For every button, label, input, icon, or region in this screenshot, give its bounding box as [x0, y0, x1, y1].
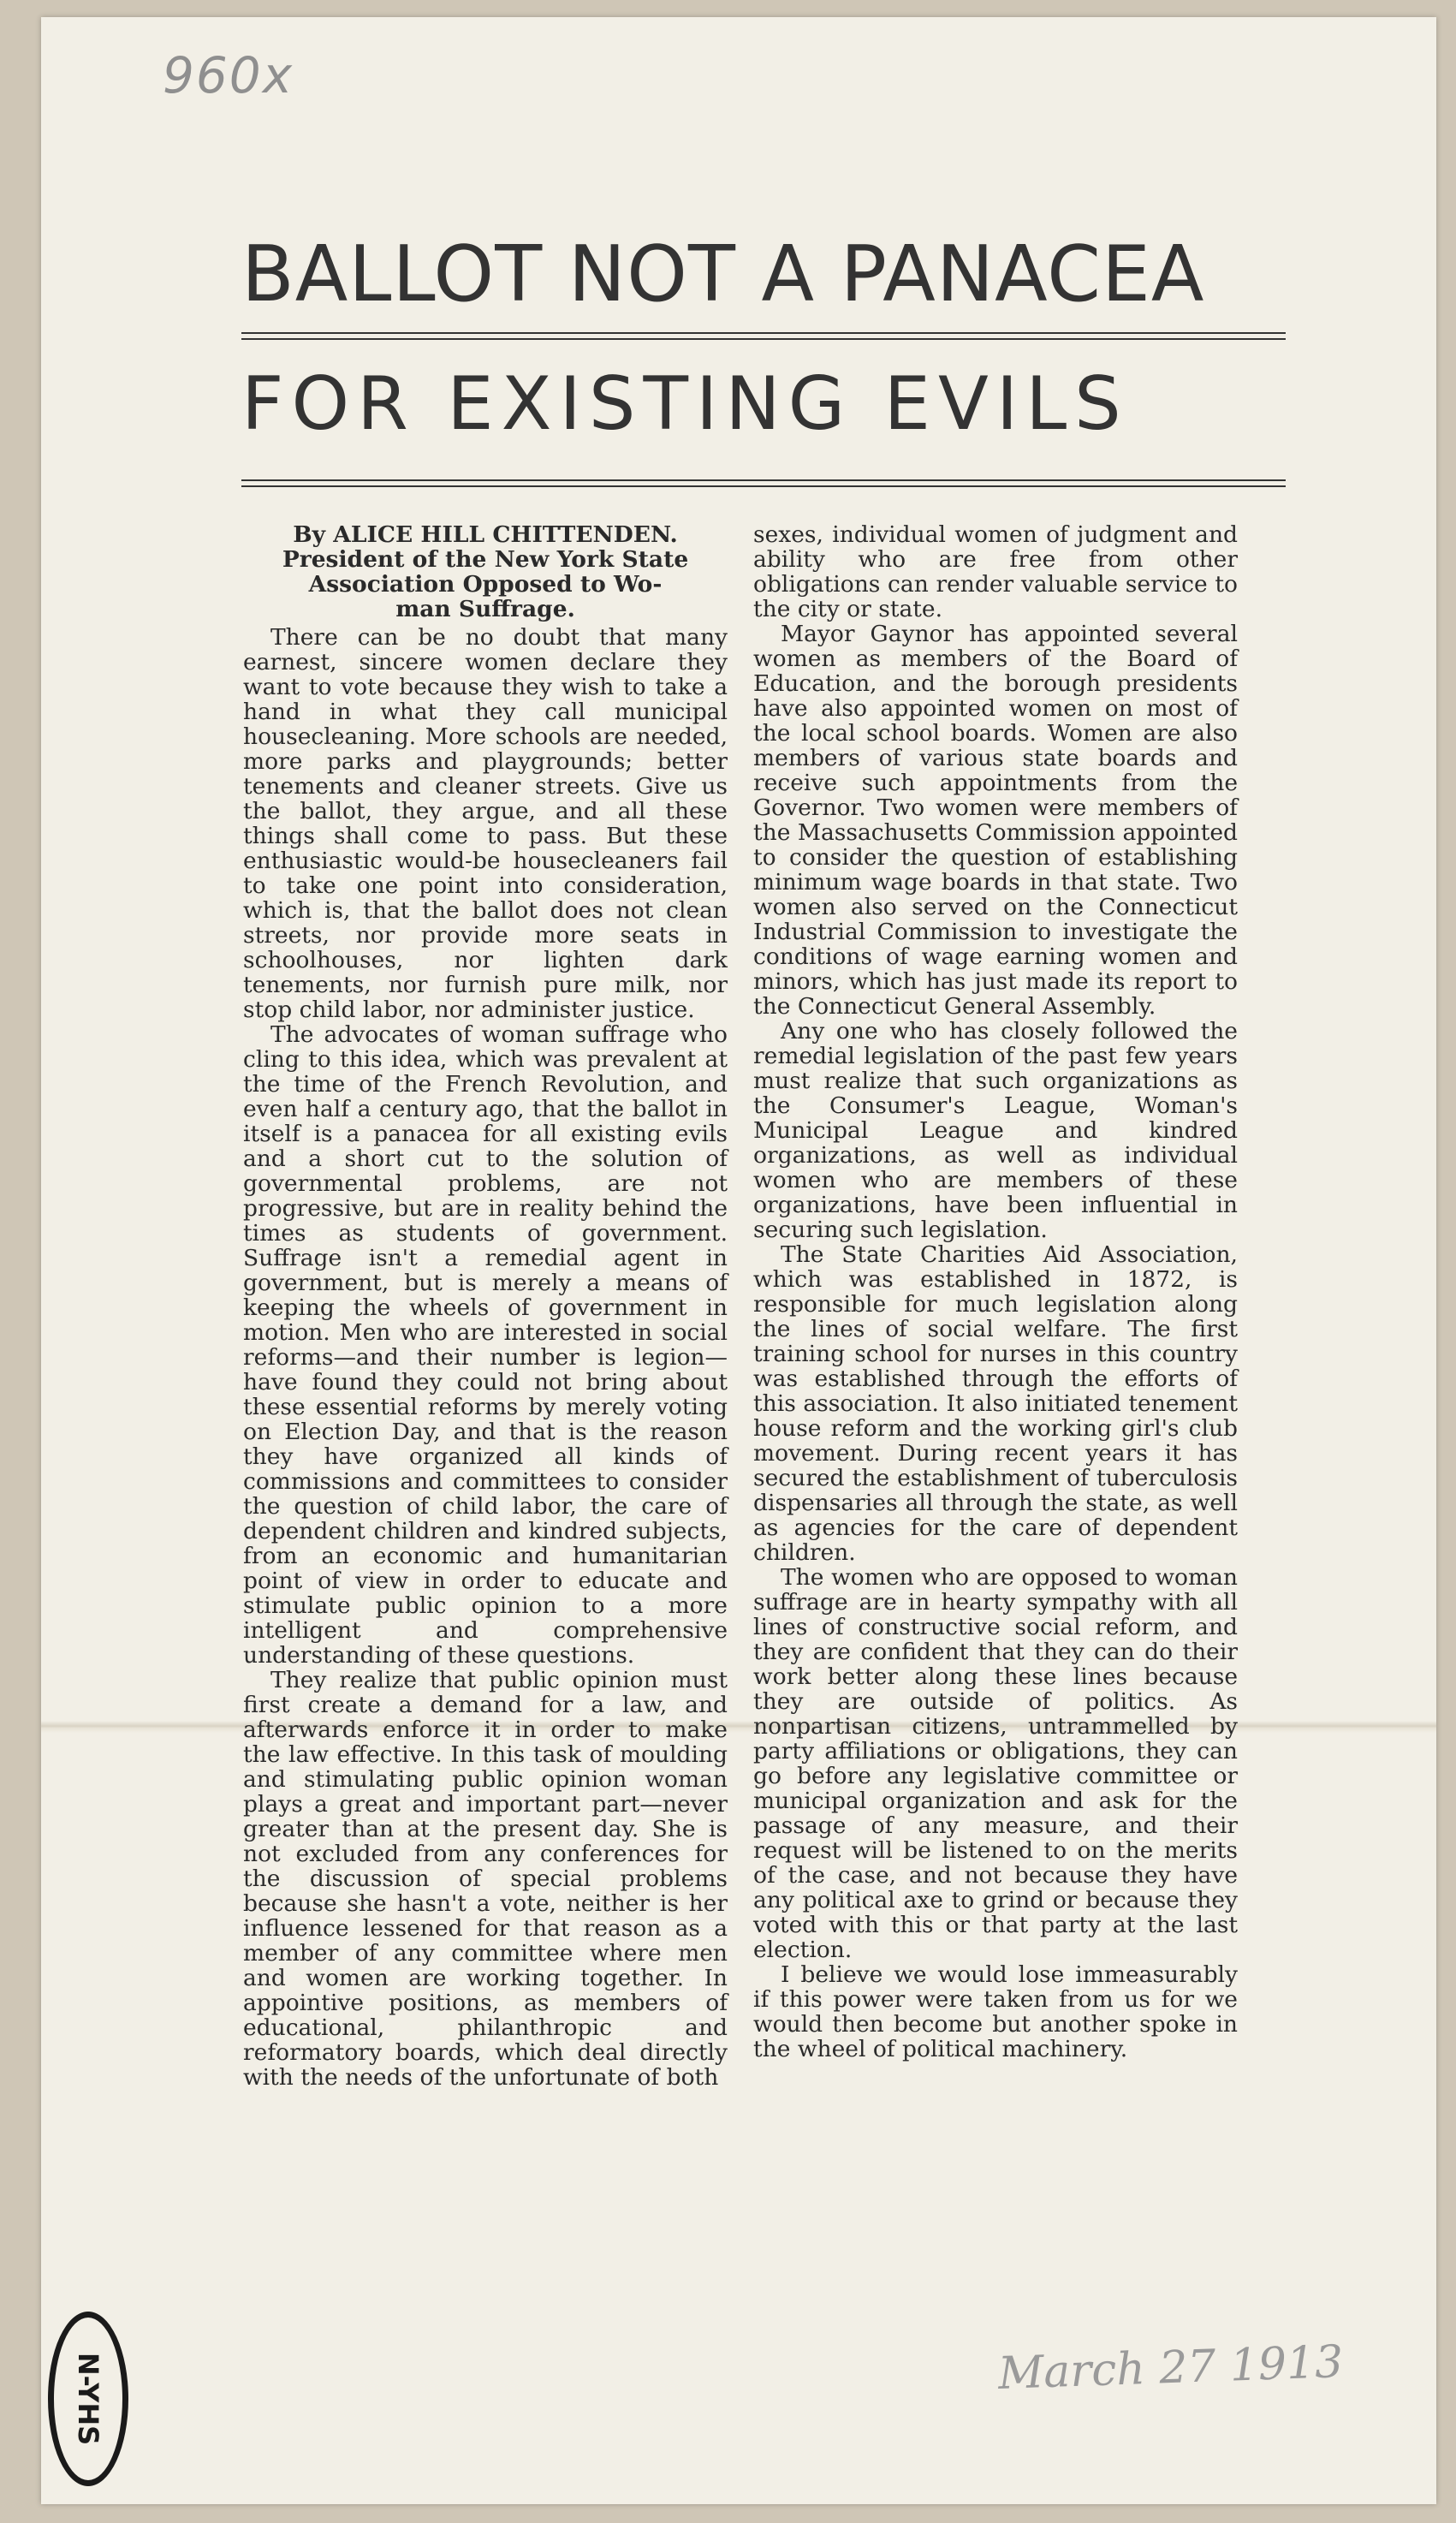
- byline-title-line: President of the New York State: [282, 546, 689, 573]
- paragraph: There can be no doubt that many earnest, sincere women declare they want to vote because they wish to take a hand in what they call municipal housecleaning. More schools are needed, more parks and playgrounds; better tenements and cleaner streets. Give us the ballot, they argue, and all these things shall come to pass. But these enthusiastic would-be housecleaners fail to take one point into consideration, which is, that the ballot does not clean streets, nor provide more seats in schoolhouses, nor lighten dark tenements, nor furnish pure milk, nor stop child labor, nor administer justice.: [243, 624, 728, 1023]
- handwritten-date: March 27 1913: [997, 2336, 1345, 2401]
- headline-line-1: BALLOT NOT A PANACEA: [241, 229, 1205, 319]
- headline-line-2: FOR EXISTING EVILS: [241, 361, 1129, 447]
- article-column-1: [243, 522, 728, 2090]
- library-stamp: [48, 2312, 128, 2486]
- newspaper-clipping: [41, 17, 1436, 2504]
- byline-author: By ALICE HILL CHITTENDEN.: [293, 521, 678, 548]
- headline-rule: [241, 338, 1286, 340]
- byline-title-line: Association Opposed to Wo-: [308, 571, 663, 598]
- headline-rule: [241, 485, 1286, 487]
- paragraph: They realize that public opinion must first create a demand for a law, and afterwards enforce it in order to make the law effective. In this task of moulding and stimulating public opinion woman plays a great and important part—never greater than at the present day. She is not excluded from any conferences for the discussion of special problems because she hasn't a vote, neither is her influence lessened for that reason as a member of any committee where men and women are working together. In appointive positions, as members of educational, philanthropic and reformatory boards, which deal directly with the needs of the unfortunate of both: [243, 1667, 728, 2091]
- paragraph: Mayor Gaynor has appointed several women as members of the Board of Education, and the borough presidents have also appointed women on most of the local school boards. Women are also members of various state boards and receive such appointments from the Governor. Two women were members of the Massachusetts Commission appointed to consider the question of establishing minimum wage boards in that state. Two women also served on the Connecticut Industrial Commission to investigate the conditions of wage earning women and minors, which has just made its report to the Connecticut General Assembly.: [753, 621, 1238, 1020]
- paragraph: The State Charities Aid Association, which was established in 1872, is responsible for much legislation along the lines of social welfare. The first training school for nurses in this country was established through the efforts of this association. It also initiated tenement house reform and the working girl's club movement. During recent years it has secured the establishment of tuberculosis dispensaries all through the state, as well as agencies for the care of dependent children.: [753, 1241, 1238, 1566]
- handwritten-catalog-number: 960x: [163, 46, 294, 104]
- article-column-2: [753, 522, 1238, 2062]
- byline: [243, 522, 728, 622]
- headline-rule: [241, 332, 1286, 334]
- paragraph: Any one who has closely followed the remedial legislation of the past few years must realize that such organizations as the Consumer's League, Woman's Municipal League and kindred organizations, as well as individual women who are members of these organizations, have been influential in securing such legislation.: [753, 1018, 1238, 1243]
- library-stamp-text: N-YHS: [72, 2352, 105, 2446]
- paragraph: sexes, individual women of judgment and ability who are free from other obligations can render valuable service to the city or state.: [753, 521, 1238, 622]
- byline-title-line: man Suffrage.: [395, 596, 575, 622]
- paragraph: The advocates of woman suffrage who cling to this idea, which was prevalent at the time of the French Revolution, and even half a century ago, that the ballot in itself is a panacea for all existing evils and a short cut to the solution of governmental problems, are not progressive, but are in reality behind the times as students of government. Suffrage isn't a remedial agent in government, but is merely a means of keeping the wheels of government in motion. Men who are interested in social reforms—and their number is legion—have found they could not bring about these essential reforms by merely voting on Election Day, and that is the reason they have organized all kinds of commissions and committees to consider the question of child labor, the care of dependent children and kindred subjects, from an economic and humanitarian point of view in order to educate and stimulate public opinion to a more intelligent and comprehensive understanding of these questions.: [243, 1021, 728, 1669]
- paragraph: The women who are opposed to woman suffrage are in hearty sympathy with all lines of constructive social reform, and they are confident that they can do their work better along these lines because they are outside of politics. As nonpartisan citizens, untrammelled by party affiliations or obligations, they can go before any legislative committee or municipal organization and ask for the passage of any measure, and their request will be listened to on the merits of the case, and not because they have any political axe to grind or because they voted with this or that party at the last election.: [753, 1564, 1238, 1963]
- headline-rule: [241, 479, 1286, 481]
- paragraph: I believe we would lose immeasurably if this power were taken from us for we would then become but another spoke in the wheel of political machinery.: [753, 1961, 1238, 2062]
